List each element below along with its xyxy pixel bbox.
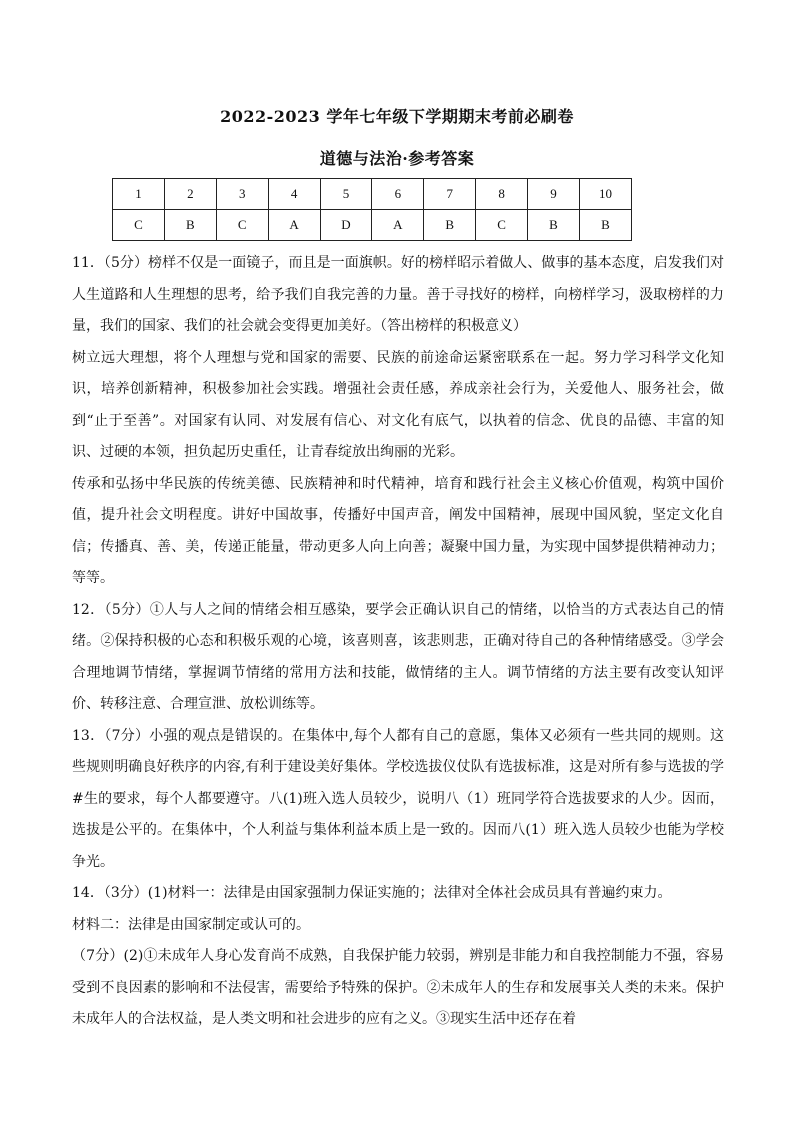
question-number: 4	[268, 179, 320, 210]
answer-paragraph-q14-material2: 材料二：法律是由国家制定或认可的。	[72, 916, 310, 933]
question-number: 1	[113, 179, 165, 210]
answer-paragraph-q13: 13．（7分）小强的观点是错误的。在集体中,每个人都有自己的意愿，集体又必须有一些共同的规则。这些规则明确良好秩序的内容,有利于建设美好集体。学校选拔仪仗队有选拔标准，这是对所有参与选拔的学#生的要求，每个人都要遵守。八(1)班入选人员较少，说明八（1）班同学符合选拔要求的人少。因而，选拔是公平的。在集体中，个人利益与集体利益本质上是一致的。因而八(1）班入选人员较少也能为学校争光。	[72, 727, 724, 870]
question-number: 2	[164, 179, 216, 210]
answer-cell: A	[268, 210, 320, 241]
answer-row	[113, 210, 632, 241]
page-title: 2022-2023 学年七年级下学期期末考前必刷卷	[220, 107, 574, 126]
question-number: 9	[528, 179, 580, 210]
answer-cell: D	[320, 210, 372, 241]
answer-cell: C	[216, 210, 268, 241]
question-number: 6	[372, 179, 424, 210]
question-number: 8	[476, 179, 528, 210]
answer-explanations	[72, 248, 724, 1036]
answer-paragraph-q11-ideals: 树立远大理想，将个人理想与党和国家的需要、民族的前途命运紧密联系在一起。努力学习科学文化知识，培养创新精神，积极参加社会实践。增强社会责任感，养成亲社会行为，关爱他人、服务社会，做到“止于至善”。对国家有认同、对发展有信心、对文化有底气，以执着的信念、优良的品德、丰富的知识、过硬的本领，担负起历史重任，让青春绽放出绚丽的光彩。	[72, 349, 724, 460]
question-number: 10	[579, 179, 631, 210]
page-subtitle: 道德与法治·参考答案	[319, 149, 475, 168]
answer-cell: C	[476, 210, 528, 241]
question-number-row	[113, 179, 632, 210]
answer-cell: A	[372, 210, 424, 241]
answer-cell: C	[113, 210, 165, 241]
answer-paragraph-q12: 12．（5分）①人与人之间的情绪会相互感染，要学会正确认识自己的情绪，以恰当的方式表达自己的情绪。②保持积极的心态和积极乐观的心境，该喜则喜，该悲则悲，正确对待自己的各种情绪感受。③学会合理地调节情绪，掌握调节情绪的常用方法和技能，做情绪的主人。调节情绪的方法主要有改变认知评价、转移注意、合理宣泄、放松训练等。	[72, 601, 724, 712]
question-number: 3	[216, 179, 268, 210]
question-number: 5	[320, 179, 372, 210]
answer-cell: B	[164, 210, 216, 241]
answer-paragraph-q11: 11．（5分）榜样不仅是一面镜子，而且是一面旗帜。好的榜样昭示着做人、做事的基本态度，启发我们对人生道路和人生理想的思考，给予我们自我完善的力量。善于寻找好的榜样，向榜样学习，汲取榜样的力量，我们的国家、我们的社会就会变得更加美好。（答出榜样的积极意义）	[72, 255, 724, 334]
answer-cell: B	[424, 210, 476, 241]
answer-paragraph-q14-part1: 14．（3分）(1)材料一：法律是由国家强制力保证实施的；法律对全体社会成员具有普遍约束力。	[72, 885, 672, 901]
answer-paragraph-q11-culture: 传承和弘扬中华民族的传统美德、民族精神和时代精神，培育和践行社会主义核心价值观，构筑中国价值，提升社会文明程度。讲好中国故事，传播好中国声音，阐发中国精神，展现中国风貌，坚定文化自信；传播真、善、美，传递正能量，带动更多人向上向善；凝聚中国力量，为实现中国梦提供精神动力；等等。	[72, 475, 724, 586]
answer-cell: B	[528, 210, 580, 241]
answer-table	[112, 178, 632, 241]
answer-cell: B	[579, 210, 631, 241]
question-number: 7	[424, 179, 476, 210]
answer-paragraph-q14-part2: （7分）(2)①未成年人身心发育尚不成熟，自我保护能力较弱，辨别是非能力和自我控制能力不强，容易受到不良因素的影响和不法侵害，需要给予特殊的保护。②未成年人的生存和发展事关人类的未来。保护未成年人的合法权益，是人类文明和社会进步的应有之义。③现实生活中还存在着	[72, 948, 724, 1027]
